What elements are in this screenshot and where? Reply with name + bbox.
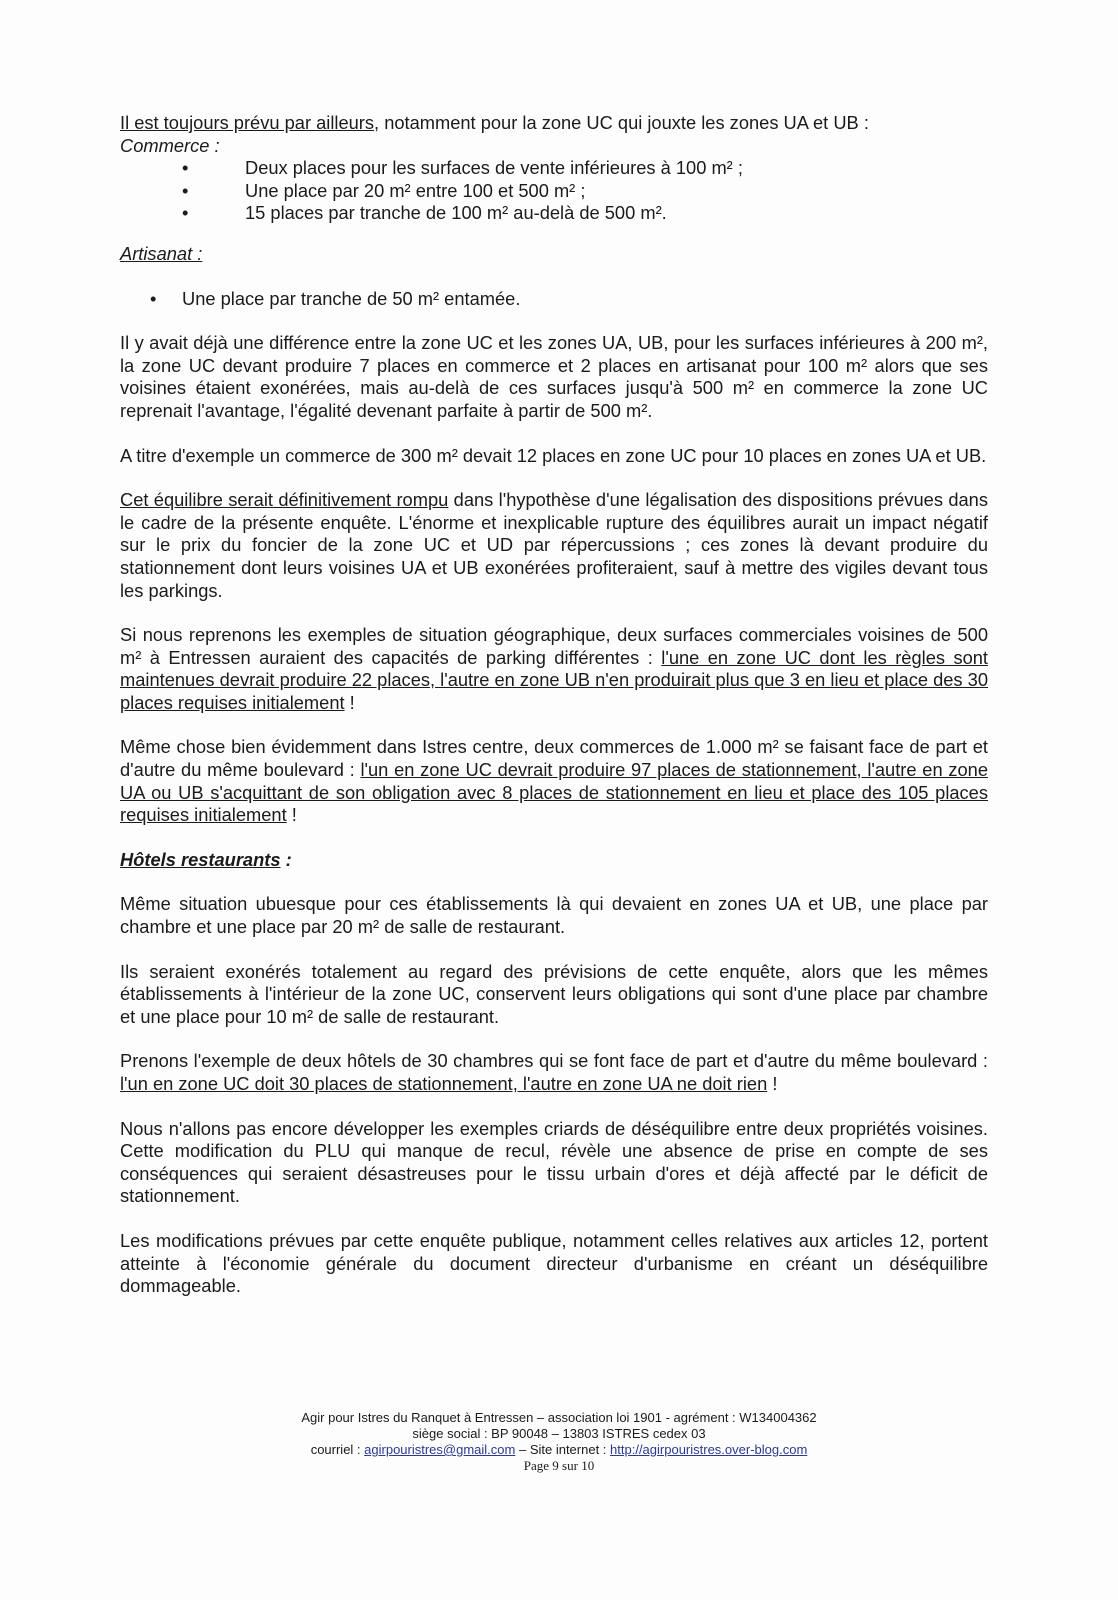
paragraph: Ils seraient exonérés totalement au regard des prévisions de cette enquête, alors que les mêmes établissements à l'intérieur de la zone UC, conservent leurs obligations qui sont d'une place par chambre et une place pour 10 m² de salle de restaurant. [120, 960, 988, 1027]
bullet-icon: • [182, 157, 189, 179]
list-item-text: Une place par tranche de 50 m² entamée. [182, 287, 521, 309]
list-item-text: Deux places pour les surfaces de vente inférieures à 100 m² ; [245, 157, 743, 179]
paragraph-text: ! [286, 804, 297, 826]
paragraph: Même situation ubuesque pour ces établissements là qui devaient en zones UA et UB, une place par chambre et une place par 20 m² de salle de restaurant. [120, 893, 988, 938]
page-footer [0, 1410, 1118, 1474]
underlined-text: l'un en zone UC doit 30 places de stationnement, l'autre en zone UA ne doit rien [120, 1073, 768, 1094]
footer-address-line: siège social : BP 90048 – 13803 ISTRES cedex 03 [412, 1426, 706, 1441]
list-item [120, 180, 988, 203]
paragraph-text: Même chose bien évidemment dans Istres centre, deux commerces de 1.000 m² se faisant face de part et d'autre du même boulevard : [120, 736, 988, 781]
bullet-icon: • [182, 202, 189, 224]
website-link[interactable]: http://agirpouristres.over-blog.com [610, 1442, 808, 1457]
paragraph [120, 1050, 988, 1095]
hotels-heading-colon: : [280, 848, 292, 870]
paragraph [120, 489, 988, 602]
commerce-heading: Commerce : [120, 134, 220, 156]
paragraph: Il y avait déjà une différence entre la zone UC et les zones UA, UB, pour les surfaces inférieures à 200 m², la zone UC devant produire 7 places en commerce et 2 places en artisanat pour 100 m² alors que ses voisines étaient exonérées, mais au-delà de ces surfaces jusqu'à 500 m² en commerce la zone UC reprenait l'avantage, l'égalité devenant parfaite à partir de 500 m². [120, 332, 988, 421]
page-number: Page 9 sur 10 [523, 1458, 595, 1473]
list-item [120, 288, 988, 311]
intro-rest: , notamment pour la zone UC qui jouxte les zones UA et UB : [374, 112, 869, 133]
paragraph-text: dans l'hypothèse d'une légalisation des dispositions prévues dans le cadre de la présente enquête. L'énorme et inexplicable rupture des équilibres aurait un impact négatif sur le prix du foncier de la zone UC et UD par répercussions ; ces zones là devant produire du stationnement dont leurs voisines UA et UB exonérées profiteraient, sauf à mettre des vigiles devant tous les parkings. [120, 489, 988, 601]
paragraph [120, 736, 988, 826]
intro-underlined: Il est toujours prévu par ailleurs [120, 112, 375, 133]
underlined-text: l'une en zone UC dont les règles sont maintenues devrait produire 22 places, l'autre en zone UB n'en produirait plus que 3 en lieu et place des 30 places requises initialement [120, 646, 988, 713]
footer-contact-line [0, 1442, 1118, 1458]
list-item [120, 157, 988, 180]
list-item [120, 202, 988, 225]
intro-paragraph [120, 112, 988, 135]
underlined-text: l'un en zone UC devrait produire 97 places de stationnement, l'autre en zone UA ou UB s'acquittant de son obligation avec 8 places de stationnement en lieu et place des 105 places requises initialement [120, 759, 988, 826]
artisanat-heading: Artisanat : [120, 242, 203, 264]
page-body [120, 112, 988, 1298]
hotels-heading [120, 849, 988, 872]
underlined-text: Cet équilibre serait définitivement rompu [120, 489, 449, 511]
hotels-heading-text: Hôtels restaurants [120, 848, 281, 870]
paragraph-text: ! [344, 691, 355, 713]
paragraph-text: ! [767, 1073, 778, 1094]
list-item-text: 15 places par tranche de 100 m² au-delà de 500 m². [245, 202, 667, 224]
email-label: courriel : [310, 1442, 365, 1457]
bullet-icon: • [150, 287, 157, 309]
commerce-list [120, 157, 988, 225]
paragraph [120, 624, 988, 714]
email-link[interactable]: agirpouristres@gmail.com [364, 1442, 516, 1457]
list-item-text: Une place par 20 m² entre 100 et 500 m² ; [245, 179, 586, 201]
footer-association-line: Agir pour Istres du Ranquet à Entressen – association loi 1901 - agrément : W134004362 [301, 1410, 817, 1425]
paragraph-text: Si nous reprenons les exemples de situation géographique, deux surfaces commerciales voisines de 500 m² à Entressen auraient des capacités de parking différentes : [120, 624, 988, 668]
bullet-icon: • [182, 179, 189, 201]
paragraph: Nous n'allons pas encore développer les exemples criards de déséquilibre entre deux propriétés voisines. Cette modification du PLU qui manque de recul, révèle une absence de prise en compte de ses conséquences qui seraient désastreuses pour le tissu urbain d'ores et déjà affecté par le déficit de stationnement. [120, 1117, 988, 1207]
paragraph: Les modifications prévues par cette enquête publique, notamment celles relatives aux articles 12, portent atteinte à l'économie générale du document directeur d'urbanisme en créant un déséquilibre dommageable. [120, 1229, 988, 1297]
paragraph-text: Prenons l'exemple de deux hôtels de 30 chambres qui se font face de part et d'autre du même boulevard : [120, 1050, 988, 1072]
site-label: – Site internet : [515, 1442, 611, 1457]
paragraph: A titre d'exemple un commerce de 300 m² devait 12 places en zone UC pour 10 places en zones UA et UB. [120, 444, 987, 466]
artisanat-list [120, 288, 988, 311]
